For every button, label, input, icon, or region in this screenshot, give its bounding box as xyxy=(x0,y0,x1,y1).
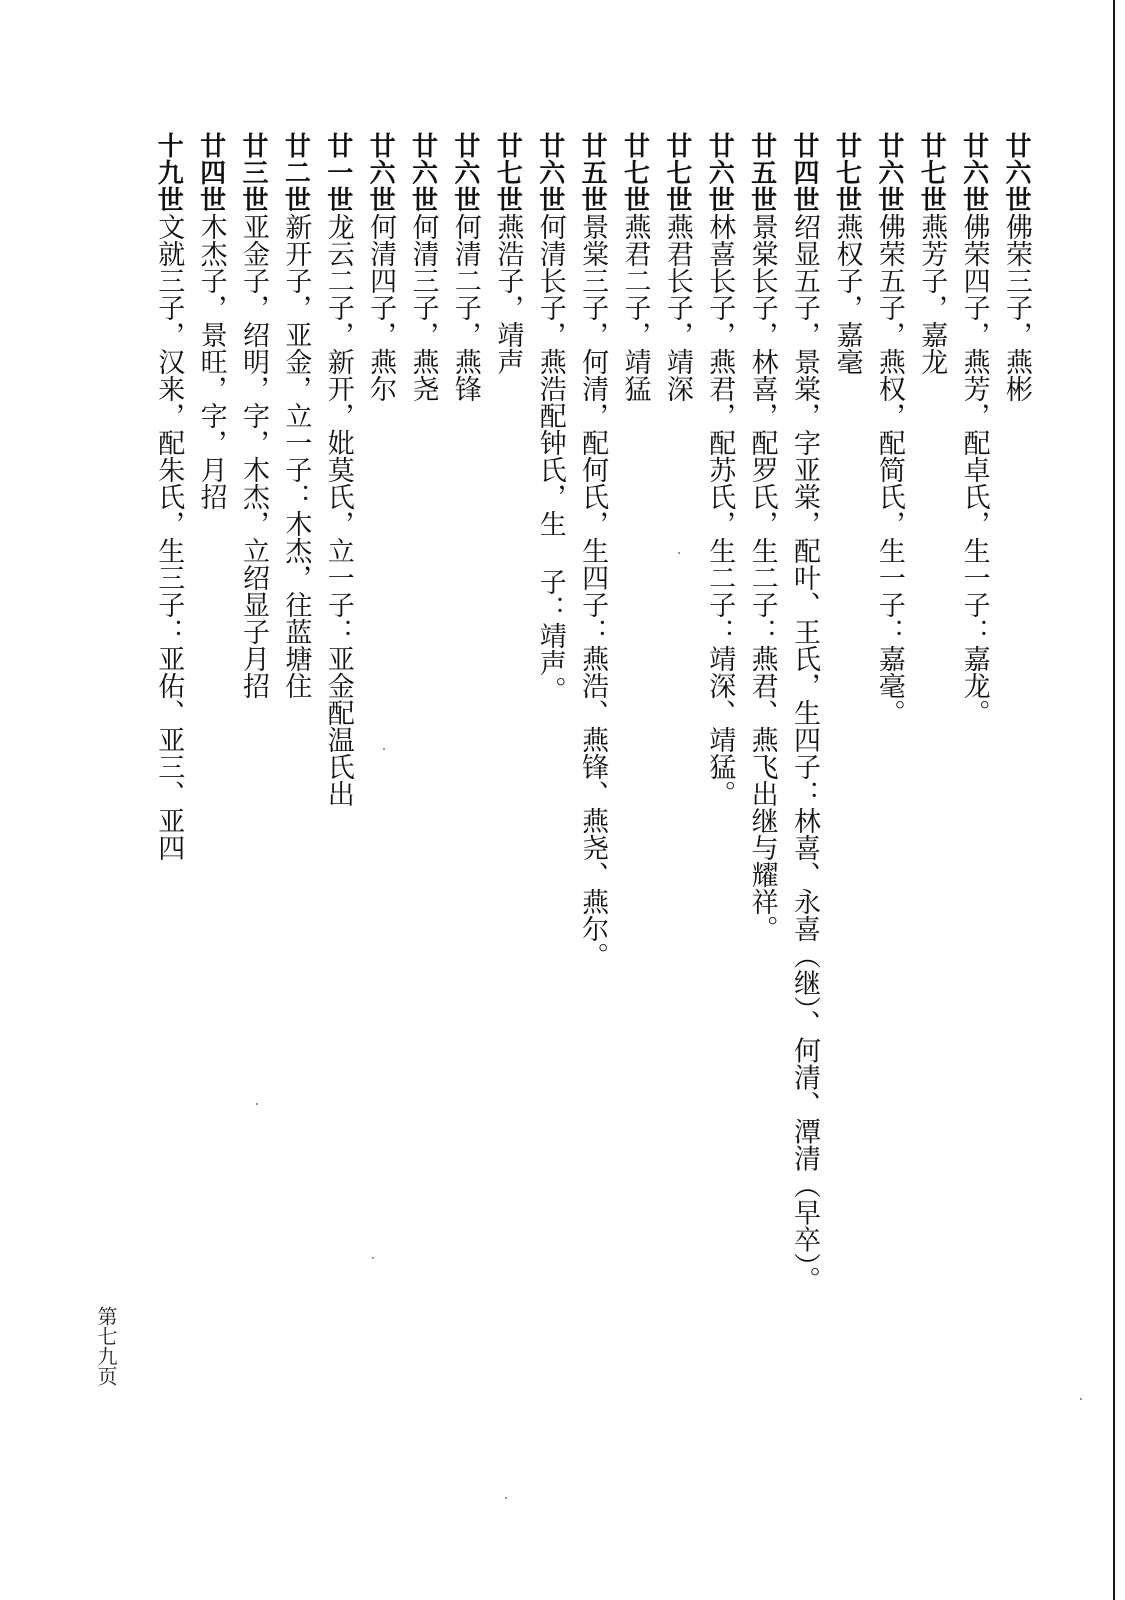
entry-text: 林喜长子，燕君，配苏氏，生二子：靖深、靖猛。 xyxy=(704,213,736,807)
entry-text: 何清长子，燕浩配钟氏，生 子：靖声。 xyxy=(534,213,566,703)
entry-text: 木杰子，景旺，字，月招 xyxy=(195,213,227,510)
generation-label: 廿六世 xyxy=(873,132,904,213)
generation-label: 廿七世 xyxy=(916,132,947,213)
generation-label: 廿二世 xyxy=(280,132,311,213)
entry-text: 景棠三子，何清，配何氏，生四子：燕浩、燕锋、燕尧、燕尔。 xyxy=(577,213,609,969)
entry-text: 何清三子，燕尧 xyxy=(407,213,439,402)
entry-text: 新开子，亚金，立一子：木杰，往蓝塘住 xyxy=(280,213,312,699)
generation-label: 廿七世 xyxy=(661,132,692,213)
entry-text: 龙云二子，新开，妣莫氏，立一子：亚金配温氏出 xyxy=(322,213,354,807)
entry-text: 文就三子，汉来，配朱氏，生三子：亚佑、亚三、亚四 xyxy=(153,213,185,861)
generation-label: 廿一世 xyxy=(322,132,353,213)
generation-label: 廿六世 xyxy=(407,132,438,213)
entry-text: 燕浩子，靖声 xyxy=(492,213,524,375)
page-number: 第七九页 xyxy=(94,1306,118,1386)
scan-speck xyxy=(505,1497,507,1499)
entry-text: 燕君二子，靖猛 xyxy=(619,213,651,402)
generation-label: 廿五世 xyxy=(746,132,777,213)
scan-speck xyxy=(383,748,385,750)
generation-label: 廿三世 xyxy=(237,132,268,213)
entry-text: 佛荣三子，燕彬 xyxy=(1001,213,1032,402)
generation-label: 廿六世 xyxy=(704,132,735,213)
generation-label: 廿七世 xyxy=(831,132,862,213)
entry-text: 佛荣四子，燕芳，配卓氏，生一子：嘉龙。 xyxy=(958,213,990,726)
generation-label: 廿四世 xyxy=(195,132,226,213)
generation-label: 廿六世 xyxy=(534,132,565,213)
generation-label: 廿四世 xyxy=(789,132,820,213)
entry-text: 景棠长子，林喜，配罗氏，生二子：燕君、燕飞出继与耀祥。 xyxy=(746,213,778,942)
generation-label: 廿七世 xyxy=(492,132,523,213)
generation-label: 廿六世 xyxy=(1001,132,1031,213)
scan-speck xyxy=(256,1103,258,1105)
generation-label: 廿七世 xyxy=(619,132,650,213)
entry-text: 燕君长子，靖深 xyxy=(661,213,693,402)
genealogy-entry xyxy=(995,132,1037,1232)
binding-edge-line xyxy=(1113,0,1115,1600)
entry-text: 亚金子，绍明，字，木杰，立绍显子月招 xyxy=(237,213,269,699)
scan-speck xyxy=(1080,1398,1082,1400)
genealogy-columns xyxy=(147,132,1037,1293)
entry-text: 佛荣五子，燕权，配简氏，生一子：嘉毫。 xyxy=(873,213,905,726)
generation-label: 廿五世 xyxy=(577,132,608,213)
entry-text: 何清四子，燕尔 xyxy=(365,213,397,402)
scan-speck xyxy=(372,1257,374,1259)
entry-text: 绍显五子，景棠，字亚棠，配叶、王氏，生四子：林喜、永喜（继）、何清、潭清（早卒）。 xyxy=(789,213,821,1293)
scan-speck xyxy=(678,552,680,554)
entry-text: 何清二子，燕锋 xyxy=(449,213,481,402)
generation-label: 廿六世 xyxy=(365,132,396,213)
generation-label: 廿六世 xyxy=(958,132,989,213)
generation-label: 廿六世 xyxy=(449,132,480,213)
entry-text: 燕芳子，嘉龙 xyxy=(916,213,948,375)
generation-label: 十九世 xyxy=(153,132,184,213)
entry-text: 燕权子，嘉毫 xyxy=(831,213,863,375)
